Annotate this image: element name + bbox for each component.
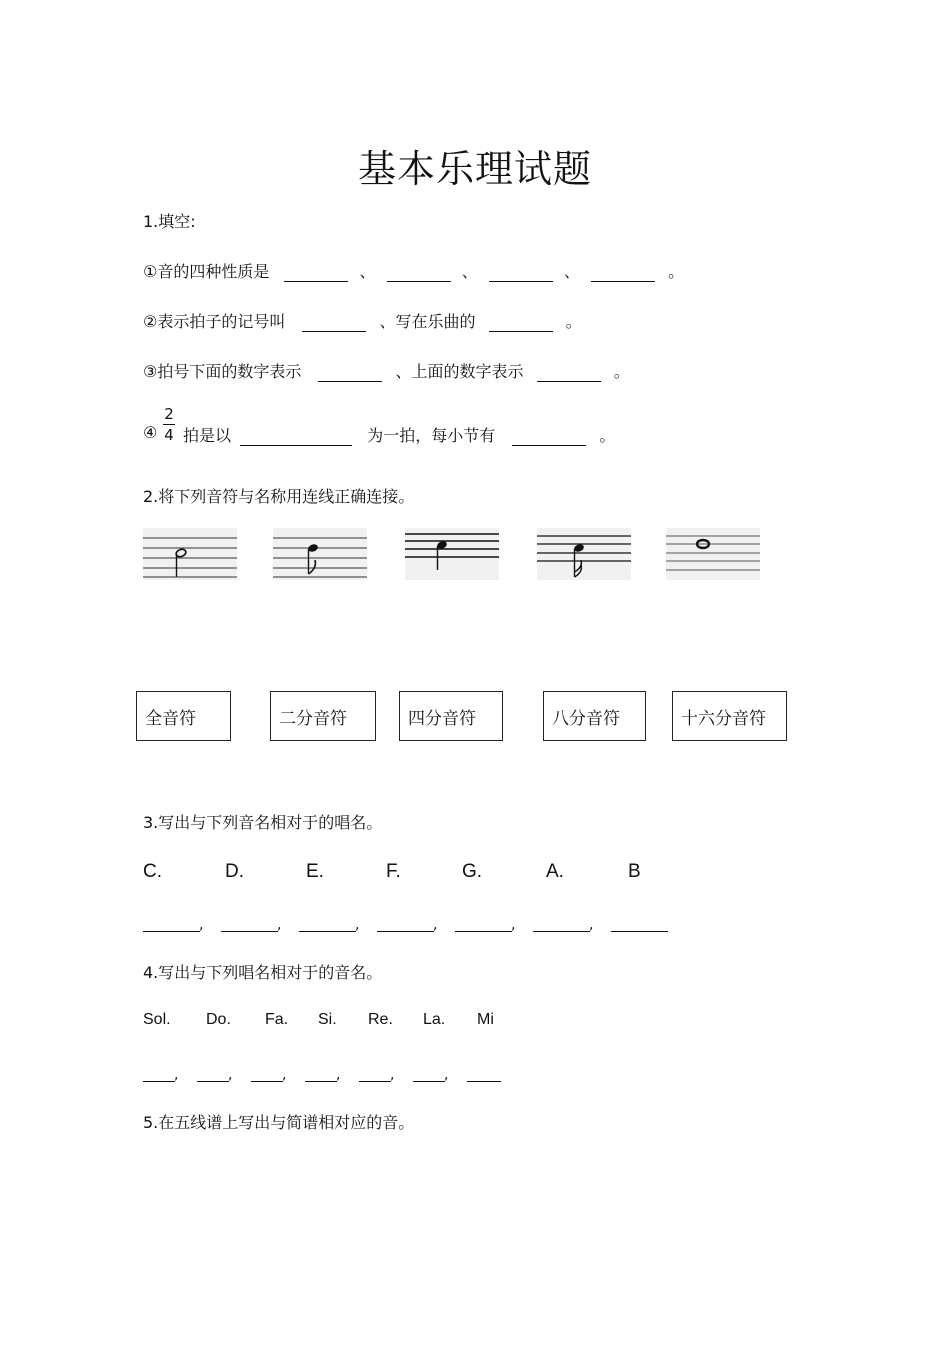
solfege-name: Re. — [368, 1011, 393, 1028]
answer-blank[interactable] — [143, 931, 200, 932]
comma: , — [433, 917, 438, 933]
solfege-name: Do. — [206, 1011, 231, 1028]
fraction-bar — [163, 424, 175, 425]
blank-field[interactable] — [387, 263, 451, 282]
answer-blank[interactable] — [467, 1081, 501, 1082]
q1-item1 — [143, 259, 684, 282]
answer-blank[interactable] — [299, 931, 356, 932]
box-eighth-note[interactable] — [543, 691, 646, 741]
note-name: C. — [143, 861, 162, 882]
note-name: B — [628, 861, 641, 882]
comma: , — [444, 1067, 449, 1083]
solfege-name: La. — [423, 1011, 446, 1028]
comma: , — [277, 917, 282, 933]
q4-heading: 4.写出与下列唱名相对于的音名。 — [143, 963, 383, 982]
period: 。 — [613, 362, 630, 381]
separator: 、 — [461, 262, 478, 281]
period: 。 — [668, 262, 685, 281]
box-quarter-note[interactable] — [399, 691, 503, 741]
answer-blank[interactable] — [143, 1081, 175, 1082]
box-half-note[interactable] — [270, 691, 376, 741]
q2-heading: 2.将下列音符与名称用连线正确连接。 — [143, 487, 415, 506]
blank-field[interactable] — [284, 263, 348, 282]
answer-blank[interactable] — [413, 1081, 445, 1082]
solfege-name: Mi — [477, 1011, 494, 1028]
blank-field[interactable] — [537, 363, 601, 382]
box-whole-note[interactable] — [136, 691, 231, 741]
q1-item4-text: 拍是以 — [183, 426, 232, 445]
note-name: G. — [462, 861, 483, 882]
q1-item4-prefix: ④ — [143, 423, 158, 442]
q1-item3-text: ③拍号下面的数字表示 — [143, 362, 302, 381]
answer-blank[interactable] — [359, 1081, 391, 1082]
q1-item3-mid: 、上面的数字表示 — [395, 362, 524, 381]
box-label: 八分音符 — [552, 708, 620, 729]
quarter-note-icon — [405, 528, 499, 580]
q1-heading: 1.填空: — [143, 212, 196, 231]
blank-field[interactable] — [591, 263, 655, 282]
blank-field[interactable] — [489, 263, 553, 282]
time-signature-denominator: 4 — [164, 426, 174, 444]
eighth-note-icon — [273, 528, 367, 580]
half-note-icon — [143, 528, 237, 580]
note-name: F. — [386, 861, 401, 882]
q3-heading: 3.写出与下列音名相对于的唱名。 — [143, 813, 383, 832]
separator: 、 — [359, 262, 376, 281]
q1-item2 — [143, 309, 582, 332]
answer-blank[interactable] — [251, 1081, 283, 1082]
comma: , — [511, 917, 516, 933]
comma: , — [174, 1067, 179, 1083]
period: 。 — [599, 426, 616, 445]
blank-field[interactable] — [302, 313, 366, 332]
blank-field[interactable] — [512, 427, 586, 446]
box-sixteenth-note[interactable] — [672, 691, 787, 741]
answer-blank[interactable] — [377, 931, 434, 932]
comma: , — [589, 917, 594, 933]
comma: , — [336, 1067, 341, 1083]
note-name: A. — [546, 861, 564, 882]
q5-heading: 5.在五线谱上写出与简谱相对应的音。 — [143, 1113, 415, 1132]
time-signature — [163, 405, 175, 444]
answer-blank[interactable] — [455, 931, 512, 932]
blank-field[interactable] — [318, 363, 382, 382]
time-signature-numerator: 2 — [164, 405, 174, 423]
q1-item1-text: ①音的四种性质是 — [143, 262, 270, 281]
sixteenth-note-icon — [537, 528, 631, 580]
comma: , — [199, 917, 204, 933]
answer-blank[interactable] — [197, 1081, 229, 1082]
q1-item3 — [143, 359, 630, 382]
answer-blank[interactable] — [533, 931, 590, 932]
box-label: 四分音符 — [408, 708, 476, 729]
box-label: 全音符 — [145, 708, 196, 729]
q1-item4-mid: 为一拍，每小节有 — [367, 426, 496, 445]
comma: , — [228, 1067, 233, 1083]
page-title: 基本乐理试题 — [357, 147, 592, 191]
note-name: E. — [306, 861, 324, 882]
solfege-name: Si. — [318, 1011, 337, 1028]
whole-note-icon — [666, 528, 760, 580]
box-label: 二分音符 — [279, 708, 347, 729]
solfege-name: Sol. — [143, 1011, 171, 1028]
answer-blank[interactable] — [305, 1081, 337, 1082]
blank-field[interactable] — [240, 427, 352, 446]
note-name: D. — [225, 861, 244, 882]
q1-item4 — [183, 423, 615, 446]
answer-blank[interactable] — [611, 931, 668, 932]
comma: , — [390, 1067, 395, 1083]
solfege-name: Fa. — [265, 1011, 289, 1028]
box-label: 十六分音符 — [681, 708, 766, 729]
separator: 、 — [563, 262, 580, 281]
comma: , — [282, 1067, 287, 1083]
q1-item2-mid: 、写在乐曲的 — [379, 312, 476, 331]
comma: , — [355, 917, 360, 933]
blank-field[interactable] — [489, 313, 553, 332]
q1-item2-text: ②表示拍子的记号叫 — [143, 312, 286, 331]
period: 。 — [565, 312, 582, 331]
answer-blank[interactable] — [221, 931, 278, 932]
